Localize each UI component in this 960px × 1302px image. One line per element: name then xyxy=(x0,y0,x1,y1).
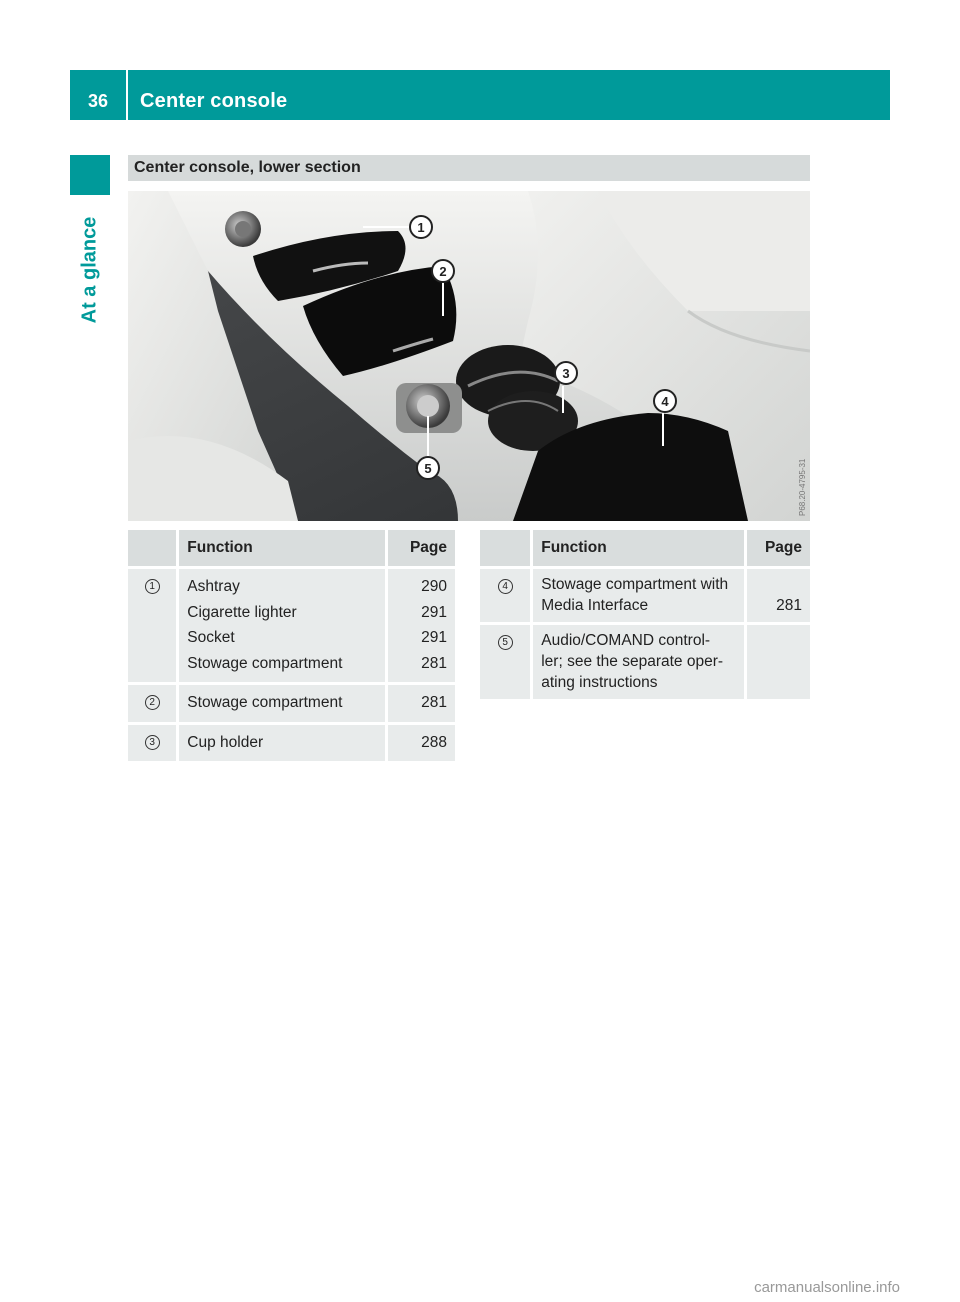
page-ref: 281 xyxy=(421,654,447,672)
function-cup-holder: Cup holder xyxy=(187,733,264,751)
page-header xyxy=(70,70,890,120)
callout-3: 3 xyxy=(562,366,570,381)
footer-watermark: carmanualsonline.info xyxy=(754,1279,900,1296)
figure-code: P68.20-4795-31 xyxy=(798,458,807,516)
number-column-header xyxy=(480,530,532,568)
header-divider xyxy=(126,70,128,120)
page-ref: 291 xyxy=(421,629,447,646)
side-tab-label: At a glance xyxy=(78,216,101,324)
function-ashtray: Ashtray xyxy=(187,578,240,595)
function-controller-line-3: ating instructions xyxy=(541,674,658,691)
callout-5: 5 xyxy=(424,461,432,476)
function-stowage-media-interface-line-1: Stowage compartment with xyxy=(541,576,729,593)
side-tab-marker xyxy=(70,155,110,195)
page-ref: 291 xyxy=(421,603,447,621)
item-number-5: 5 xyxy=(498,635,513,650)
page-title: Center console xyxy=(140,90,288,112)
function-controller-line-2: ler; see the separate oper- xyxy=(541,653,724,670)
page-ref: 290 xyxy=(421,578,447,595)
page-column-header: Page xyxy=(387,530,457,568)
function-table-left xyxy=(128,530,458,764)
section-heading: Center console, lower section xyxy=(128,155,810,181)
number-column-header xyxy=(128,530,178,568)
page-number: 36 xyxy=(87,91,109,111)
function-controller-line-1: Audio/COMAND control- xyxy=(541,632,711,649)
function-stowage-compartment: Stowage compartment xyxy=(187,654,343,672)
page-ref: 288 xyxy=(421,733,447,751)
table-row xyxy=(128,568,457,684)
function-socket: Socket xyxy=(187,629,235,646)
table-row xyxy=(128,723,457,763)
item-number-1: 1 xyxy=(145,579,160,594)
function-cigarette-lighter: Cigarette lighter xyxy=(187,603,297,621)
table-row xyxy=(128,684,457,724)
side-tab xyxy=(70,205,110,335)
callout-1: 1 xyxy=(417,220,425,235)
function-column-header: Function xyxy=(532,530,746,568)
table-header-row xyxy=(480,530,812,568)
page-ref: 281 xyxy=(421,694,447,711)
function-column-header: Function xyxy=(178,530,387,568)
function-table-right xyxy=(480,530,813,702)
table-header-row xyxy=(128,530,457,568)
item-number-3: 3 xyxy=(145,735,160,750)
table-row xyxy=(480,568,812,624)
item-number-2: 2 xyxy=(145,695,160,710)
item-number-4: 4 xyxy=(498,579,513,594)
table-row xyxy=(480,624,812,701)
callout-4: 4 xyxy=(661,394,669,409)
page-ref: 281 xyxy=(776,597,802,614)
center-console-figure xyxy=(128,191,810,521)
callout-2: 2 xyxy=(439,264,447,279)
function-stowage-compartment: Stowage compartment xyxy=(187,694,343,711)
page-column-header: Page xyxy=(746,530,812,568)
function-stowage-media-interface-line-2: Media Interface xyxy=(541,597,649,614)
